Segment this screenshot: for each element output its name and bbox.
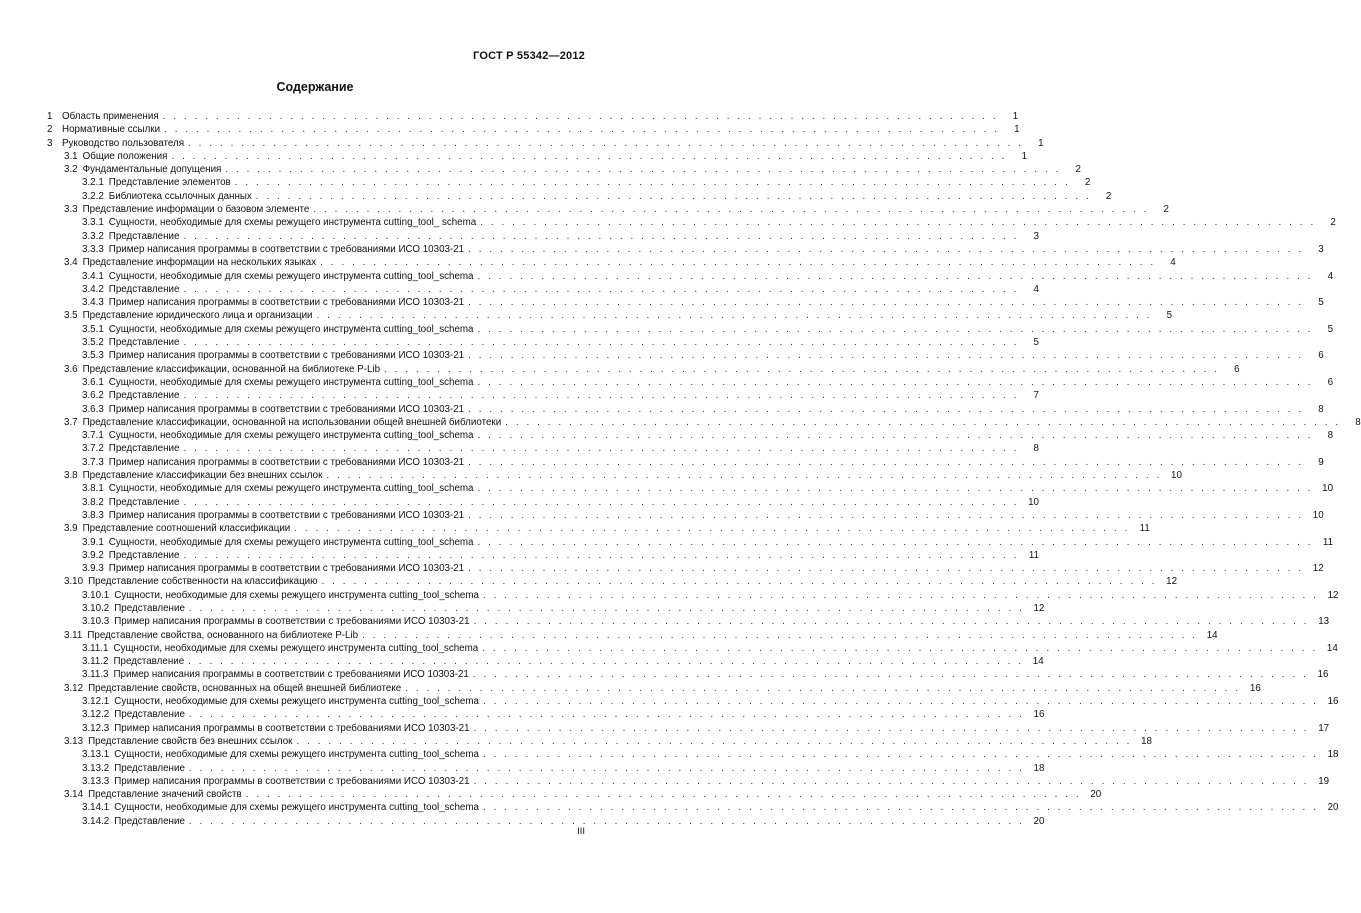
- toc-entry-number: 3.8.1: [82, 483, 104, 495]
- toc-entry[interactable]: [47, 429, 1334, 442]
- toc-entry-title: Представление соотношений классификации: [82, 523, 291, 535]
- toc-leader-dots: . . . . . . . . . . . . . . . . . . . . . . . . . . . . . . . . . . . . . . . . . . . . . . . . . . . . . . . . . . . . . . . . . . . . . . . . . . . . . . .: [468, 456, 1304, 468]
- toc-leader-dots: . . . . . . . . . . . . . . . . . . . . . . . . . . . . . . . . . . . . . . . . . . . . . . . . . . . . . . . . . . . . . . . . . . . . . . . . . . . . . . .: [472, 669, 1309, 681]
- toc-entry-number: 3.5.2: [82, 337, 104, 349]
- toc-entry-number: 3.10.3: [82, 616, 110, 628]
- toc-entry-page: 5: [1318, 297, 1324, 309]
- toc-leader-dots: . . . . . . . . . . . . . . . . . . . . . . . . . . . . . . . . . . . . . . . . . . . . . . . . . . . . . . . . . . . . . . . . . . . . . . . . . . . . . . .: [188, 137, 1024, 149]
- toc-entry-page: 10: [1028, 496, 1039, 508]
- toc-leader-dots: . . . . . . . . . . . . . . . . . . . . . . . . . . . . . . . . . . . . . . . . . . . . . . . . . . . . . . . . . . . . . . . . . . . . . . . . . . . . . . .: [188, 762, 1025, 774]
- toc-entry[interactable]: [47, 695, 1339, 708]
- toc-leader-dots: . . . . . . . . . . . . . . . . . . . . . . . . . . . . . . . . . . . . . . . . . . . . . . . . . . . . . . . . . . . . . . . . . . . . . . . . . . . . . . .: [234, 177, 1071, 189]
- toc-entry-number: 3.11.2: [82, 656, 109, 668]
- toc-entry-page: 14: [1206, 629, 1218, 641]
- toc-entry-title: Представление свойств, основанных на общей внешней библиотеке: [88, 682, 402, 694]
- toc-entry-title: Сущности, необходимые для схемы режущего инструмента cutting_tool_schema: [114, 802, 479, 814]
- toc-entry-page: 18: [1141, 735, 1152, 747]
- toc-entry-number: 3.1: [64, 150, 78, 162]
- toc-entry-number: 3.7: [64, 416, 78, 428]
- toc-leader-dots: . . . . . . . . . . . . . . . . . . . . . . . . . . . . . . . . . . . . . . . . . . . . . . . . . . . . . . . . . . . . . . . . . . . . . . . . . . . . . . .: [171, 150, 1008, 162]
- toc-leader-dots: . . . . . . . . . . . . . . . . . . . . . . . . . . . . . . . . . . . . . . . . . . . . . . . . . . . . . . . . . . . . . . . . . . . . . . . . . . . . . . .: [183, 337, 1019, 349]
- toc-entry-page: 16: [1317, 669, 1329, 681]
- toc-entry-page: 12: [1166, 576, 1178, 588]
- toc-entry[interactable]: [47, 801, 1339, 814]
- toc-entry[interactable]: [47, 230, 1039, 243]
- toc-entry-number: 3.7.1: [82, 430, 104, 442]
- toc-entry-page: 4: [1327, 270, 1334, 282]
- toc-entry-page: 8: [1318, 403, 1324, 415]
- toc-leader-dots: . . . . . . . . . . . . . . . . . . . . . . . . . . . . . . . . . . . . . . . . . . . . . . . . . . . . . . . . . . . . . . . . . . . . . . . . . . . . . . .: [188, 656, 1024, 668]
- toc-entry-title: Сущности, необходимые для схемы режущего инструмента cutting_tool_schema: [114, 749, 479, 761]
- toc-entry-number: 3.5: [64, 310, 78, 322]
- toc-entry-title: Пример написания программы в соответствии с требованиями ИСО 10303-21: [114, 775, 470, 787]
- toc-entry[interactable]: [47, 469, 1182, 482]
- toc-leader-dots: . . . . . . . . . . . . . . . . . . . . . . . . . . . . . . . . . . . . . . . . . . . . . . . . . . . . . . . . . . . . . . . . . . . . . . . . . . . . . . .: [321, 576, 1158, 588]
- toc-entry-title: Представление информации на нескольких языках: [82, 257, 317, 269]
- toc-entry[interactable]: [47, 456, 1324, 469]
- toc-entry-title: Представление: [108, 443, 180, 455]
- toc-entry-title: Представление: [114, 815, 185, 827]
- toc-entry-title: Сущности, необходимые для схемы режущего инструмента cutting_tool_schema: [114, 589, 479, 601]
- toc-entry-number: 3.13: [64, 735, 84, 747]
- toc-entry-title: Представление классификации без внешних ссылок: [82, 470, 323, 482]
- toc-entry-page: 20: [1090, 789, 1102, 801]
- toc-entry[interactable]: [47, 549, 1039, 562]
- toc-entry-number: 3.9.2: [82, 549, 104, 561]
- toc-leader-dots: . . . . . . . . . . . . . . . . . . . . . . . . . . . . . . . . . . . . . . . . . . . . . . . . . . . . . . . . . . . . . . . . . . . . . . . . . . . . . . .: [296, 735, 1132, 747]
- toc-entry[interactable]: [47, 629, 1218, 642]
- toc-leader-dots: . . . . . . . . . . . . . . . . . . . . . . . . . . . . . . . . . . . . . . . . . . . . . . . . . . . . . . . . . . . . . . . . . . . . . . . . . . . . . . .: [468, 403, 1304, 415]
- toc-entry[interactable]: [47, 668, 1329, 681]
- toc-leader-dots: . . . . . . . . . . . . . . . . . . . . . . . . . . . . . . . . . . . . . . . . . . . . . . . . . . . . . . . . . . . . . . . . . . . . . . . . . . . . . . .: [482, 696, 1319, 708]
- toc-entry-number: 3.4.3: [82, 297, 104, 309]
- toc-leader-dots: . . . . . . . . . . . . . . . . . . . . . . . . . . . . . . . . . . . . . . . . . . . . . . . . . . . . . . . . . . . . . . . . . . . . . . . . . . . . . . .: [245, 789, 1082, 801]
- toc-entry-number: 3.5.3: [82, 350, 104, 362]
- toc-entry-number: 3.14.1: [82, 802, 110, 814]
- toc-entry-page: 6: [1327, 376, 1334, 388]
- toc-entry-number: 3.10.1: [82, 589, 110, 601]
- toc-entry-page: 5: [1033, 337, 1039, 349]
- toc-entry[interactable]: [47, 482, 1334, 495]
- toc-entry-page: 1: [1014, 124, 1020, 136]
- toc-entry-number: 3.13.1: [82, 749, 110, 761]
- toc-entry-page: 11: [1322, 536, 1334, 548]
- toc-leader-dots: . . . . . . . . . . . . . . . . . . . . . . . . . . . . . . . . . . . . . . . . . . . . . . . . . . . . . . . . . . . . . . . . . . . . . . . . . . . . . . .: [477, 376, 1314, 388]
- toc-leader-dots: . . . . . . . . . . . . . . . . . . . . . . . . . . . . . . . . . . . . . . . . . . . . . . . . . . . . . . . . . . . . . . . . . . . . . . . . . . . . . . .: [162, 111, 999, 122]
- toc-entry-title: Представление собственности на классификацию: [88, 576, 318, 588]
- toc-entry[interactable]: [47, 176, 1091, 189]
- toc-entry-number: 3.2.1: [82, 177, 104, 189]
- toc-entry-page: 2: [1163, 204, 1169, 216]
- toc-entry-title: Представление свойства, основанного на библиотеке P-Lib: [87, 629, 359, 641]
- toc-entry-page: 8: [1355, 416, 1361, 428]
- toc-entry[interactable]: [47, 575, 1178, 588]
- toc-entry[interactable]: [47, 150, 1028, 163]
- toc-entry-title: Представление: [114, 762, 185, 774]
- toc-entry-page: 19: [1318, 775, 1330, 787]
- toc-leader-dots: . . . . . . . . . . . . . . . . . . . . . . . . . . . . . . . . . . . . . . . . . . . . . . . . . . . . . . . . . . . . . . . . . . . . . . . . . . . . . . .: [468, 563, 1304, 575]
- toc-entry[interactable]: [47, 615, 1330, 628]
- toc-entry-number: 3.12: [64, 682, 84, 694]
- toc-entry-number: 3: [47, 137, 53, 149]
- toc-entry-number: 3.6: [64, 363, 78, 375]
- toc-entry-title: Представление классификации, основанной на использовании общей внешней библиотеки: [82, 416, 502, 428]
- toc-entry-title: Пример написания программы в соответствии с требованиями ИСО 10303-21: [108, 403, 465, 415]
- toc-entry-title: Сущности, необходимые для схемы режущего инструмента cutting_tool_ schema: [108, 217, 477, 229]
- toc-entry[interactable]: [47, 496, 1039, 509]
- toc-entry-page: 3: [1318, 243, 1324, 255]
- toc-entry-page: 13: [1318, 616, 1330, 628]
- toc-entry[interactable]: [47, 735, 1152, 748]
- toc-entry-title: Представление: [108, 230, 180, 242]
- toc-entry-page: 12: [1327, 589, 1339, 601]
- toc-entry-number: 3.8: [64, 470, 78, 482]
- toc-entry-page: 4: [1170, 257, 1176, 269]
- toc-entry-title: Представление: [108, 390, 180, 402]
- toc-entry[interactable]: [47, 602, 1045, 615]
- toc-entry-number: 3.13.2: [82, 762, 110, 774]
- toc-entry-title: Пример написания программы в соответствии с требованиями ИСО 10303-21: [113, 669, 469, 681]
- toc-entry-title: Библиотека ссылочных данных: [108, 190, 252, 202]
- toc-entry[interactable]: [47, 336, 1039, 349]
- toc-entry-number: 3.6.2: [82, 390, 104, 402]
- toc-entry-number: 3.2: [64, 164, 78, 176]
- toc-entry-page: 10: [1312, 509, 1324, 521]
- toc-entry-title: Область применения: [62, 111, 159, 122]
- toc-entry-number: 3.14: [64, 789, 84, 801]
- toc-leader-dots: . . . . . . . . . . . . . . . . . . . . . . . . . . . . . . . . . . . . . . . . . . . . . . . . . . . . . . . . . . . . . . . . . . . . . . . . . . . . . . .: [482, 589, 1319, 601]
- toc-entry-page: 2: [1075, 164, 1081, 176]
- toc-entry-page: 3: [1033, 230, 1039, 242]
- toc-entry-title: Пример написания программы в соответствии с требованиями ИСО 10303-21: [114, 616, 470, 628]
- toc-entry-number: 3.8.3: [82, 509, 104, 521]
- toc-leader-dots: . . . . . . . . . . . . . . . . . . . . . . . . . . . . . . . . . . . . . . . . . . . . . . . . . . . . . . . . . . . . . . . . . . . . . . . . . . . . . . .: [384, 363, 1220, 375]
- toc-entry[interactable]: [47, 442, 1039, 455]
- toc-entry[interactable]: [47, 682, 1261, 695]
- toc-entry-number: 3.11: [64, 629, 83, 641]
- toc-leader-dots: . . . . . . . . . . . . . . . . . . . . . . . . . . . . . . . . . . . . . . . . . . . . . . . . . . . . . . . . . . . . . . . . . . . . . . . . . . . . . . .: [362, 629, 1198, 641]
- toc-leader-dots: . . . . . . . . . . . . . . . . . . . . . . . . . . . . . . . . . . . . . . . . . . . . . . . . . . . . . . . . . . . . . . . . . . . . . . . . . . . . . . .: [505, 416, 1341, 428]
- toc-entry-title: Представление юридического лица и организации: [82, 310, 313, 322]
- toc-entry[interactable]: [47, 642, 1338, 655]
- toc-leader-dots: . . . . . . . . . . . . . . . . . . . . . . . . . . . . . . . . . . . . . . . . . . . . . . . . . . . . . . . . . . . . . . . . . . . . . . . . . . . . . . .: [188, 602, 1025, 614]
- toc-entry-page: 20: [1033, 815, 1045, 827]
- toc-entry-title: Сущности, необходимые для схемы режущего инструмента cutting_tool_schema: [108, 536, 474, 548]
- toc-leader-dots: . . . . . . . . . . . . . . . . . . . . . . . . . . . . . . . . . . . . . . . . . . . . . . . . . . . . . . . . . . . . . . . . . . . . . . . . . . . . . . .: [183, 390, 1019, 402]
- toc-entry-title: Пример написания программы в соответствии с требованиями ИСО 10303-21: [114, 722, 470, 734]
- page-number: III: [577, 826, 585, 837]
- toc-leader-dots: . . . . . . . . . . . . . . . . . . . . . . . . . . . . . . . . . . . . . . . . . . . . . . . . . . . . . . . . . . . . . . . . . . . . . . . . . . . . . . .: [320, 257, 1156, 269]
- toc-leader-dots: . . . . . . . . . . . . . . . . . . . . . . . . . . . . . . . . . . . . . . . . . . . . . . . . . . . . . . . . . . . . . . . . . . . . . . . . . . . . . . .: [482, 642, 1318, 654]
- toc-entry-page: 1: [1012, 111, 1019, 122]
- toc-entry[interactable]: [47, 522, 1150, 535]
- toc-entry[interactable]: [47, 762, 1045, 775]
- toc-entry[interactable]: [47, 283, 1039, 296]
- toc-entry-number: 3.3.2: [82, 230, 104, 242]
- toc-entry-page: 18: [1033, 762, 1045, 774]
- toc-leader-dots: . . . . . . . . . . . . . . . . . . . . . . . . . . . . . . . . . . . . . . . . . . . . . . . . . . . . . . . . . . . . . . . . . . . . . . . . . . . . . . .: [482, 802, 1319, 814]
- toc-entry-number: 3.3.3: [82, 243, 104, 255]
- toc-leader-dots: . . . . . . . . . . . . . . . . . . . . . . . . . . . . . . . . . . . . . . . . . . . . . . . . . . . . . . . . . . . . . . . . . . . . . . . . . . . . . . .: [188, 709, 1025, 721]
- toc-entry-page: 10: [1322, 483, 1334, 495]
- toc-entry-page: 16: [1249, 682, 1261, 694]
- toc-leader-dots: . . . . . . . . . . . . . . . . . . . . . . . . . . . . . . . . . . . . . . . . . . . . . . . . . . . . . . . . . . . . . . . . . . . . . . . . . . . . . . .: [473, 722, 1310, 734]
- toc-entry-page: 12: [1033, 602, 1045, 614]
- toc-entry[interactable]: [47, 110, 1019, 123]
- toc-leader-dots: . . . . . . . . . . . . . . . . . . . . . . . . . . . . . . . . . . . . . . . . . . . . . . . . . . . . . . . . . . . . . . . . . . . . . . . . . . . . . . .: [183, 283, 1019, 295]
- toc-leader-dots: . . . . . . . . . . . . . . . . . . . . . . . . . . . . . . . . . . . . . . . . . . . . . . . . . . . . . . . . . . . . . . . . . . . . . . . . . . . . . . .: [482, 749, 1319, 761]
- toc-entry-page: 16: [1033, 709, 1045, 721]
- toc-leader-dots: . . . . . . . . . . . . . . . . . . . . . . . . . . . . . . . . . . . . . . . . . . . . . . . . . . . . . . . . . . . . . . . . . . . . . . . . . . . . . . .: [477, 270, 1314, 282]
- toc-leader-dots: . . . . . . . . . . . . . . . . . . . . . . . . . . . . . . . . . . . . . . . . . . . . . . . . . . . . . . . . . . . . . . . . . . . . . . . . . . . . . . .: [326, 470, 1162, 482]
- toc-entry-number: 3.9.3: [82, 563, 104, 575]
- toc-entry[interactable]: [47, 403, 1324, 416]
- toc-entry-title: Руководство пользователя: [62, 137, 185, 149]
- page-title: Содержание: [276, 80, 354, 94]
- toc-entry[interactable]: [47, 416, 1361, 429]
- toc-entry-number: 3.9: [64, 523, 78, 535]
- toc-entry[interactable]: [47, 256, 1176, 269]
- toc-entry[interactable]: [47, 788, 1102, 801]
- toc-entry-number: 3.6.3: [82, 403, 104, 415]
- toc-entry-title: Представление: [114, 709, 185, 721]
- toc-leader-dots: . . . . . . . . . . . . . . . . . . . . . . . . . . . . . . . . . . . . . . . . . . . . . . . . . . . . . . . . . . . . . . . . . . . . . . . . . . . . . . .: [225, 164, 1061, 176]
- toc-entry[interactable]: [47, 309, 1173, 322]
- toc-leader-dots: . . . . . . . . . . . . . . . . . . . . . . . . . . . . . . . . . . . . . . . . . . . . . . . . . . . . . . . . . . . . . . . . . . . . . . . . . . . . . . .: [255, 190, 1092, 202]
- toc-entry-page: 5: [1166, 310, 1173, 322]
- toc-entry-page: 11: [1028, 549, 1039, 561]
- toc-entry-number: 3.11.1: [82, 642, 109, 654]
- toc-entry-number: 3.11.3: [82, 669, 109, 681]
- toc-entry[interactable]: [47, 363, 1240, 376]
- toc-leader-dots: . . . . . . . . . . . . . . . . . . . . . . . . . . . . . . . . . . . . . . . . . . . . . . . . . . . . . . . . . . . . . . . . . . . . . . . . . . . . . . .: [473, 775, 1310, 787]
- toc-entry-page: 1: [1021, 150, 1028, 162]
- toc-entry-number: 3.4.2: [82, 283, 104, 295]
- toc-entry-page: 12: [1312, 563, 1324, 575]
- toc-entry-title: Сущности, необходимые для схемы режущего инструмента cutting_tool_schema: [114, 696, 479, 708]
- toc-entry-title: Представление: [108, 549, 180, 561]
- toc-entry[interactable]: [47, 722, 1330, 735]
- toc-entry-number: 3.7.3: [82, 456, 104, 468]
- toc-entry-number: 3.4: [64, 257, 78, 269]
- toc-entry[interactable]: [47, 509, 1324, 522]
- toc-leader-dots: . . . . . . . . . . . . . . . . . . . . . . . . . . . . . . . . . . . . . . . . . . . . . . . . . . . . . . . . . . . . . . . . . . . . . . . . . . . . . . .: [405, 682, 1241, 694]
- toc-entry[interactable]: [47, 323, 1334, 336]
- toc-entry-page: 6: [1318, 350, 1324, 362]
- toc-entry-title: Сущности, необходимые для схемы режущего инструмента cutting_tool_schema: [108, 430, 474, 442]
- toc-entry-title: Пример написания программы в соответствии с требованиями ИСО 10303-21: [108, 297, 465, 309]
- toc-leader-dots: . . . . . . . . . . . . . . . . . . . . . . . . . . . . . . . . . . . . . . . . . . . . . . . . . . . . . . . . . . . . . . . . . . . . . . . . . . . . . . .: [183, 230, 1019, 242]
- toc-entry-number: 3.5.1: [82, 323, 104, 335]
- toc-entry-title: Нормативные ссылки: [62, 124, 161, 136]
- toc-entry-page: 18: [1327, 749, 1339, 761]
- toc-entry-number: 3.3.1: [82, 217, 104, 229]
- toc-leader-dots: . . . . . . . . . . . . . . . . . . . . . . . . . . . . . . . . . . . . . . . . . . . . . . . . . . . . . . . . . . . . . . . . . . . . . . . . . . . . . . .: [294, 523, 1130, 535]
- toc-entry-number: 3.3: [64, 204, 78, 216]
- document-header: ГОСТ Р 55342—2012: [473, 50, 585, 62]
- toc-entry-title: Фундаментальные допущения: [82, 164, 222, 176]
- toc-leader-dots: . . . . . . . . . . . . . . . . . . . . . . . . . . . . . . . . . . . . . . . . . . . . . . . . . . . . . . . . . . . . . . . . . . . . . . . . . . . . . . .: [188, 815, 1025, 827]
- toc-leader-dots: . . . . . . . . . . . . . . . . . . . . . . . . . . . . . . . . . . . . . . . . . . . . . . . . . . . . . . . . . . . . . . . . . . . . . . . . . . . . . . .: [313, 204, 1149, 216]
- toc-entry[interactable]: [47, 562, 1324, 575]
- toc-entry-page: 11: [1139, 523, 1150, 535]
- toc-entry-number: 3.13.3: [82, 775, 110, 787]
- toc-entry-page: 5: [1327, 323, 1334, 335]
- toc-entry-title: Пример написания программы в соответствии с требованиями ИСО 10303-21: [108, 456, 465, 468]
- toc-entry[interactable]: [47, 349, 1324, 362]
- toc-entry[interactable]: [47, 536, 1334, 549]
- toc-entry-title: Пример написания программы в соответствии с требованиями ИСО 10303-21: [108, 563, 465, 575]
- toc-leader-dots: . . . . . . . . . . . . . . . . . . . . . . . . . . . . . . . . . . . . . . . . . . . . . . . . . . . . . . . . . . . . . . . . . . . . . . . . . . . . . . .: [468, 509, 1304, 521]
- toc-entry-title: Представление: [108, 496, 180, 508]
- toc-entry[interactable]: [47, 203, 1169, 216]
- toc-entry-title: Представление: [113, 656, 185, 668]
- toc-entry-number: 2: [47, 124, 53, 136]
- toc-leader-dots: . . . . . . . . . . . . . . . . . . . . . . . . . . . . . . . . . . . . . . . . . . . . . . . . . . . . . . . . . . . . . . . . . . . . . . . . . . . . . . .: [183, 443, 1019, 455]
- toc-leader-dots: . . . . . . . . . . . . . . . . . . . . . . . . . . . . . . . . . . . . . . . . . . . . . . . . . . . . . . . . . . . . . . . . . . . . . . . . . . . . . . .: [183, 549, 1019, 561]
- toc-leader-dots: . . . . . . . . . . . . . . . . . . . . . . . . . . . . . . . . . . . . . . . . . . . . . . . . . . . . . . . . . . . . . . . . . . . . . . . . . . . . . . .: [477, 430, 1314, 442]
- toc-entry-title: Представление значений свойств: [88, 789, 242, 801]
- toc-entry[interactable]: [47, 243, 1324, 256]
- toc-entry-number: 3.2.2: [82, 190, 104, 202]
- toc-entry-page: 2: [1084, 177, 1091, 189]
- toc-entry-page: 14: [1032, 656, 1044, 668]
- toc-entry-number: 3.12.1: [82, 696, 110, 708]
- toc-entry[interactable]: [47, 376, 1334, 389]
- toc-entry-page: 8: [1327, 430, 1334, 442]
- toc-leader-dots: . . . . . . . . . . . . . . . . . . . . . . . . . . . . . . . . . . . . . . . . . . . . . . . . . . . . . . . . . . . . . . . . . . . . . . . . . . . . . . .: [477, 536, 1314, 548]
- toc-entry-title: Пример написания программы в соответствии с требованиями ИСО 10303-21: [108, 243, 465, 255]
- toc-leader-dots: . . . . . . . . . . . . . . . . . . . . . . . . . . . . . . . . . . . . . . . . . . . . . . . . . . . . . . . . . . . . . . . . . . . . . . . . . . . . . . .: [183, 496, 1019, 508]
- toc-leader-dots: . . . . . . . . . . . . . . . . . . . . . . . . . . . . . . . . . . . . . . . . . . . . . . . . . . . . . . . . . . . . . . . . . . . . . . . . . . . . . . .: [480, 217, 1316, 229]
- toc-entry-title: Сущности, необходимые для схемы режущего инструмента cutting_tool_schema: [108, 376, 474, 388]
- toc-entry-title: Пример написания программы в соответствии с требованиями ИСО 10303-21: [108, 350, 465, 362]
- toc-entry-title: Сущности, необходимые для схемы режущего инструмента cutting_tool_schema: [108, 483, 474, 495]
- toc-entry-number: 3.4.1: [82, 270, 104, 282]
- toc-entry-page: 8: [1033, 443, 1039, 455]
- toc-entry-title: Сущности, необходимые для схемы режущего инструмента cutting_tool_schema: [113, 642, 479, 654]
- toc-entry-page: 6: [1234, 363, 1240, 375]
- toc-leader-dots: . . . . . . . . . . . . . . . . . . . . . . . . . . . . . . . . . . . . . . . . . . . . . . . . . . . . . . . . . . . . . . . . . . . . . . . . . . . . . . .: [477, 483, 1314, 495]
- toc-entry-title: Пример написания программы в соответствии с требованиями ИСО 10303-21: [108, 509, 465, 521]
- toc-leader-dots: . . . . . . . . . . . . . . . . . . . . . . . . . . . . . . . . . . . . . . . . . . . . . . . . . . . . . . . . . . . . . . . . . . . . . . . . . . . . . . .: [468, 350, 1304, 362]
- toc-entry-title: Сущности, необходимые для схемы режущего инструмента cutting_tool_schema: [108, 270, 474, 282]
- toc-entry-page: 16: [1327, 696, 1339, 708]
- toc-leader-dots: . . . . . . . . . . . . . . . . . . . . . . . . . . . . . . . . . . . . . . . . . . . . . . . . . . . . . . . . . . . . . . . . . . . . . . . . . . . . . . .: [316, 310, 1153, 322]
- toc-entry-page: 14: [1326, 642, 1338, 654]
- toc-leader-dots: . . . . . . . . . . . . . . . . . . . . . . . . . . . . . . . . . . . . . . . . . . . . . . . . . . . . . . . . . . . . . . . . . . . . . . . . . . . . . . .: [477, 323, 1314, 335]
- toc-entry-number: 1: [47, 111, 53, 122]
- toc-entry[interactable]: [47, 708, 1045, 721]
- toc-entry-number: 3.12.3: [82, 722, 110, 734]
- toc-entry-number: 3.8.2: [82, 496, 104, 508]
- toc-entry-title: Представление информации о базовом элементе: [82, 204, 310, 216]
- toc-entry-page: 2: [1105, 190, 1112, 202]
- toc-entry[interactable]: [47, 296, 1324, 309]
- toc-entry[interactable]: [47, 589, 1339, 602]
- toc-entry-number: 3.14.2: [82, 815, 110, 827]
- toc-entry-number: 3.10.2: [82, 602, 110, 614]
- toc-entry-title: Представление: [114, 602, 185, 614]
- toc-entry[interactable]: [47, 815, 1045, 828]
- toc-entry[interactable]: [47, 270, 1334, 283]
- toc-entry-title: Сущности, необходимые для схемы режущего инструмента cutting_tool_schema: [108, 323, 474, 335]
- toc-entry-title: Представление: [108, 283, 180, 295]
- toc-entry-title: Представление: [108, 337, 180, 349]
- toc-leader-dots: . . . . . . . . . . . . . . . . . . . . . . . . . . . . . . . . . . . . . . . . . . . . . . . . . . . . . . . . . . . . . . . . . . . . . . . . . . . . . . .: [164, 124, 1000, 136]
- toc-entry-number: 3.6.1: [82, 376, 104, 388]
- toc-entry-page: 7: [1033, 390, 1039, 402]
- toc-entry-number: 3.12.2: [82, 709, 110, 721]
- toc-entry-page: 2: [1330, 217, 1336, 229]
- toc-entry-page: 20: [1327, 802, 1339, 814]
- toc-entry-page: 17: [1318, 722, 1330, 734]
- toc-entry[interactable]: [47, 655, 1044, 668]
- toc-entry-page: 1: [1038, 137, 1044, 149]
- toc-entry-number: 3.9.1: [82, 536, 104, 548]
- toc-entry[interactable]: [47, 389, 1039, 402]
- toc-entry-page: 10: [1171, 470, 1182, 482]
- toc-entry[interactable]: [47, 190, 1112, 203]
- toc-entry-title: Представление свойств без внешних ссылок: [88, 735, 293, 747]
- toc-entry-title: Представление элементов: [108, 177, 231, 189]
- toc-leader-dots: . . . . . . . . . . . . . . . . . . . . . . . . . . . . . . . . . . . . . . . . . . . . . . . . . . . . . . . . . . . . . . . . . . . . . . . . . . . . . . .: [468, 297, 1304, 309]
- toc-entry[interactable]: [47, 748, 1339, 761]
- toc-entry-page: 4: [1033, 283, 1039, 295]
- toc-entry[interactable]: [47, 216, 1336, 229]
- toc-leader-dots: . . . . . . . . . . . . . . . . . . . . . . . . . . . . . . . . . . . . . . . . . . . . . . . . . . . . . . . . . . . . . . . . . . . . . . . . . . . . . . .: [468, 243, 1304, 255]
- toc-leader-dots: . . . . . . . . . . . . . . . . . . . . . . . . . . . . . . . . . . . . . . . . . . . . . . . . . . . . . . . . . . . . . . . . . . . . . . . . . . . . . . .: [473, 616, 1310, 628]
- table-of-contents: [47, 110, 1361, 828]
- toc-entry-title: Представление классификации, основанной на библиотеке P-Lib: [82, 363, 381, 375]
- toc-entry[interactable]: [47, 163, 1081, 176]
- toc-entry-title: Общие положения: [82, 150, 168, 162]
- toc-entry-number: 3.7.2: [82, 443, 104, 455]
- toc-entry[interactable]: [47, 123, 1020, 136]
- toc-entry-number: 3.10: [64, 576, 84, 588]
- toc-entry-page: 9: [1318, 456, 1324, 468]
- toc-entry[interactable]: [47, 137, 1044, 150]
- toc-entry[interactable]: [47, 775, 1330, 788]
